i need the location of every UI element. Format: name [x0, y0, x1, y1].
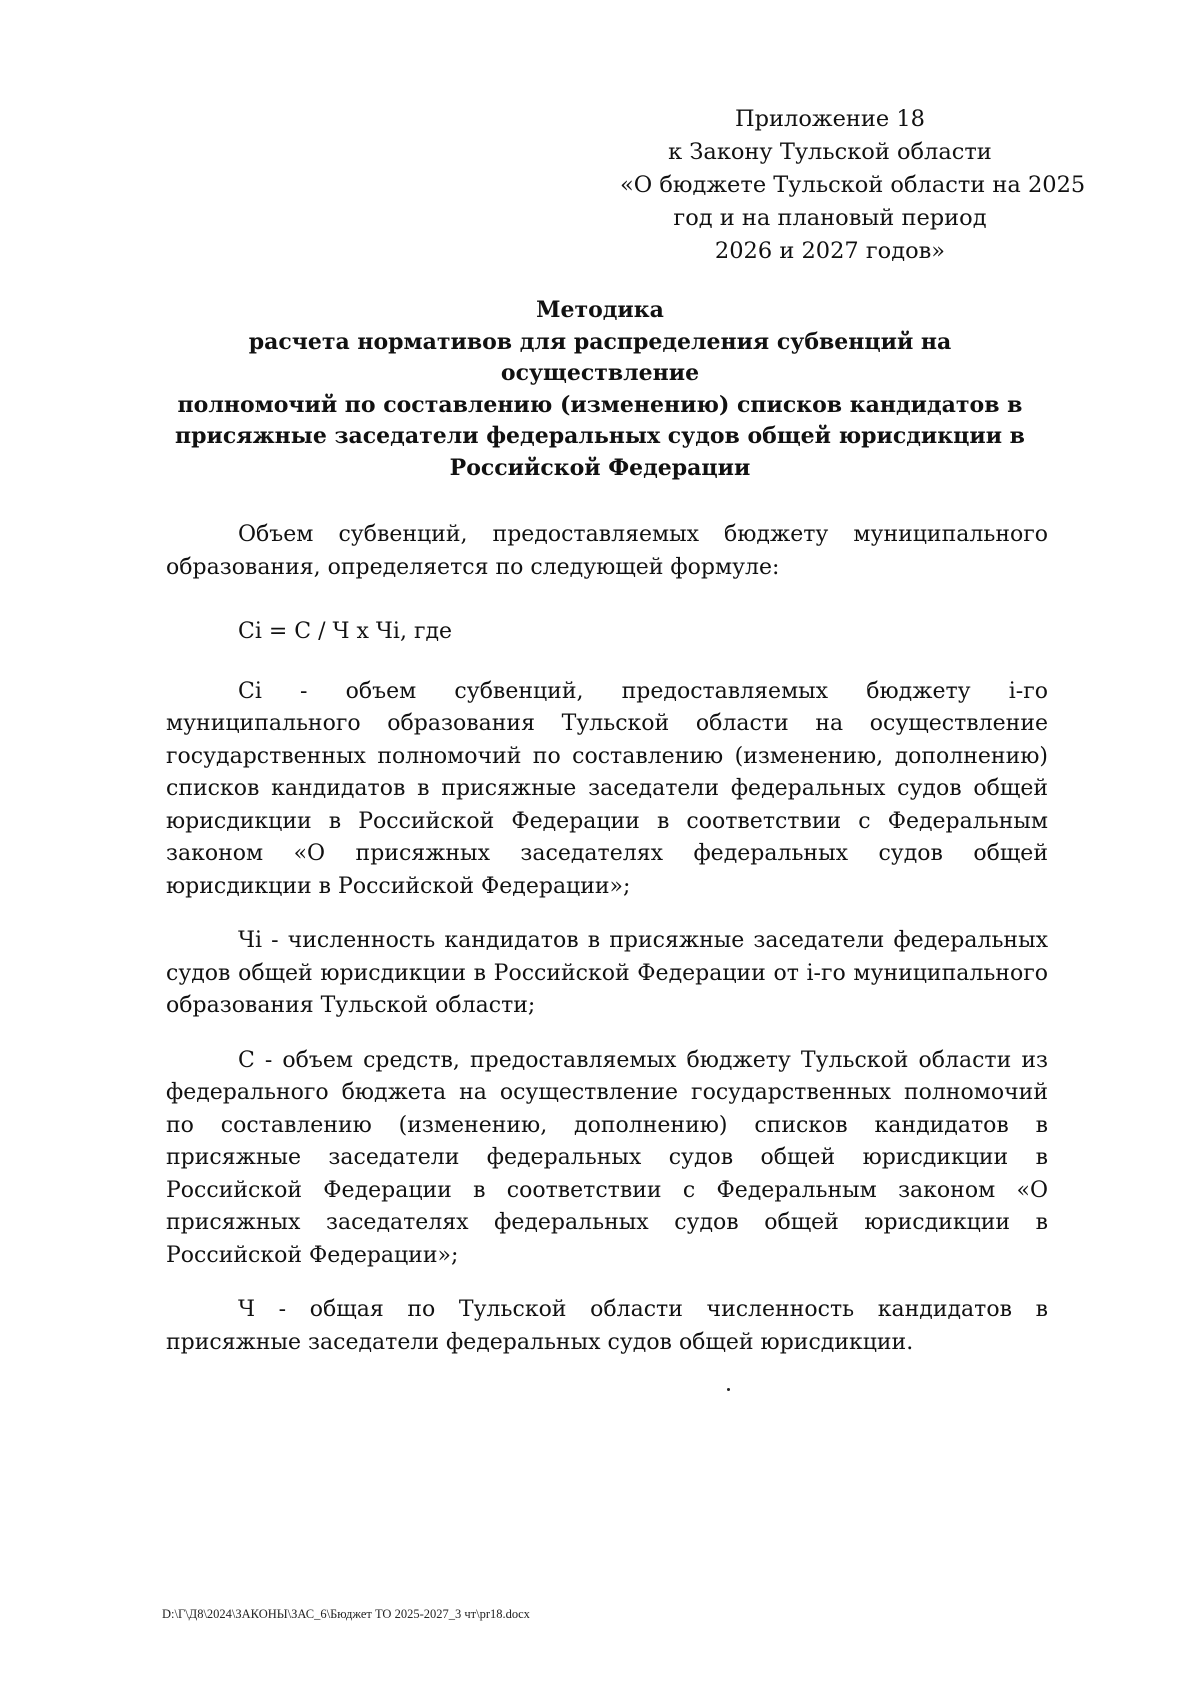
appendix-line: Приложение 18 — [735, 106, 925, 132]
intro-paragraph: Объем субвенций, предоставляемых бюджету муниципального образования, определяется по следующей формуле: — [166, 522, 1048, 580]
document-title — [160, 295, 1040, 484]
title-subtitle-line: присяжные заседатели федеральных судов общей юрисдикции в — [175, 423, 1025, 449]
title-heading: Методика — [536, 297, 664, 323]
definition-ci: Ci - объем субвенций, предоставляемых бюджету i-го муниципального образования Тульской области на осуществление государственных полномочий по составлению (изменению, дополнению) списков кандидатов в присяжные заседатели федеральных судов общей юрисдикции в Российской Федерации в соответствии с Федеральным законом «О присяжных заседателях федеральных судов общей юрисдикции в Российской Федерации»; — [166, 678, 1048, 899]
title-subtitle-line: расчета нормативов для распределения субвенций на осуществление — [248, 328, 952, 386]
title-subtitle-line: полномочий по составлению (изменению) списков кандидатов в — [177, 391, 1023, 418]
document-body — [166, 519, 1048, 1359]
stray-dot — [727, 1388, 730, 1391]
definition-c: С - объем средств, предоставляемых бюджету Тульской области из федерального бюджета на осуществление государственных полномочий по составлению (изменению, дополнению) списков кандидатов в присяжные заседатели федеральных судов общей юрисдикции в Российской Федерации в соответствии с Федеральным законом «О присяжных заседателях федеральных судов общей юрисдикции в Российской Федерации»; — [166, 1047, 1048, 1268]
definition-ch: Ч - общая по Тульской области численность кандидатов в присяжные заседатели федеральных судов общей юрисдикции. — [166, 1297, 1048, 1355]
appendix-line: к Закону Тульской области — [668, 139, 992, 165]
appendix-header — [620, 103, 1086, 268]
appendix-line: 2026 и 2027 годов» — [714, 238, 946, 264]
appendix-line: год и на плановый период — [673, 205, 987, 231]
appendix-line: «О бюджете Тульской области на 2025 — [620, 172, 1086, 198]
definition-chi: Чi - численность кандидатов в присяжные заседатели федеральных судов общей юрисдикции в Российской Федерации от i-го муниципального образования Тульской области; — [166, 928, 1048, 1018]
formula: Ci = С / Ч х Чi, где — [238, 619, 453, 644]
title-subtitle-line: Российской Федерации — [449, 454, 751, 481]
file-path-footer: D:\Г\Д8\2024\ЗАКОНЫ\ЗАС_6\Бюджет ТО 2025-2027_3 чт\pr18.docx — [162, 1607, 530, 1621]
